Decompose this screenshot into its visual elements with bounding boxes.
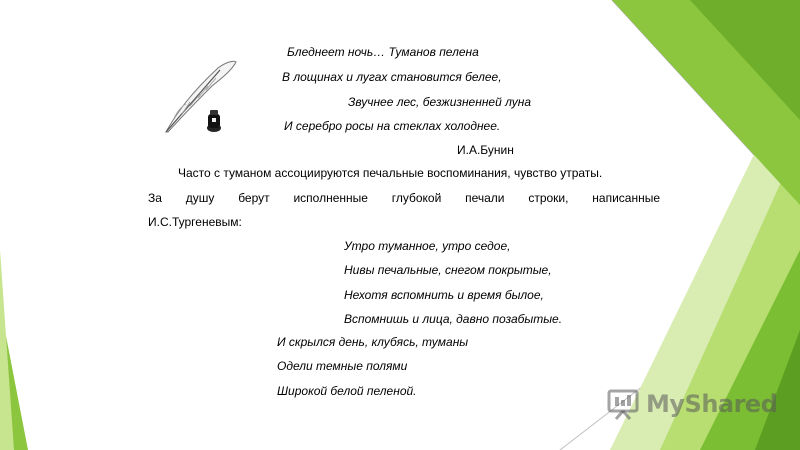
prose-word: исполненные — [293, 191, 368, 205]
poem1-line-2: В лощинах и лугах становится белее, — [282, 70, 502, 84]
left-green-stripe-light — [0, 250, 14, 450]
prose-word: душу — [185, 191, 215, 205]
poem1-author: И.А.Бунин — [457, 143, 514, 157]
prose-word: берут — [238, 191, 270, 205]
prose-word: строки, — [528, 191, 569, 205]
prose-line-2 — [148, 191, 660, 205]
poem1-line-4: И серебро росы на стеклах холоднее. — [284, 119, 501, 133]
poem3-line-2: Одели темные полями — [277, 359, 408, 373]
poem1-line-1: Бледнеет ночь… Туманов пелена — [287, 45, 479, 59]
prose-word: написанные — [592, 191, 661, 205]
watermark-text: MyShared — [646, 390, 778, 418]
poem3-line-1: И скрылся день, клубясь, туманы — [277, 335, 469, 349]
poem2-line-2: Нивы печальные, снегом покрытые, — [344, 263, 552, 277]
prose-word: глубокой — [391, 191, 442, 205]
prose-line-3: И.С.Тургеневым: — [148, 215, 242, 229]
poem1-line-3: Звучнее лес, безжизненней луна — [348, 95, 532, 109]
myshared-watermark — [606, 386, 777, 422]
poem2-line-4: Вспомнишь и лица, давно позабытые. — [344, 312, 563, 326]
quill-and-inkwell-icon — [160, 58, 238, 136]
prose-word: печали — [465, 191, 505, 205]
prose-line-1: Часто с туманом ассоциируются печальные воспоминания, чувство утраты. — [178, 166, 603, 180]
prose-word: За — [148, 191, 162, 205]
poem2-line-3: Нехотя вспомнить и время былое, — [344, 288, 544, 302]
poem3-line-3: Широкой белой пеленой. — [277, 384, 417, 398]
presentation-board-icon — [606, 387, 640, 421]
poem2-line-1: Утро туманное, утро седое, — [344, 239, 511, 253]
